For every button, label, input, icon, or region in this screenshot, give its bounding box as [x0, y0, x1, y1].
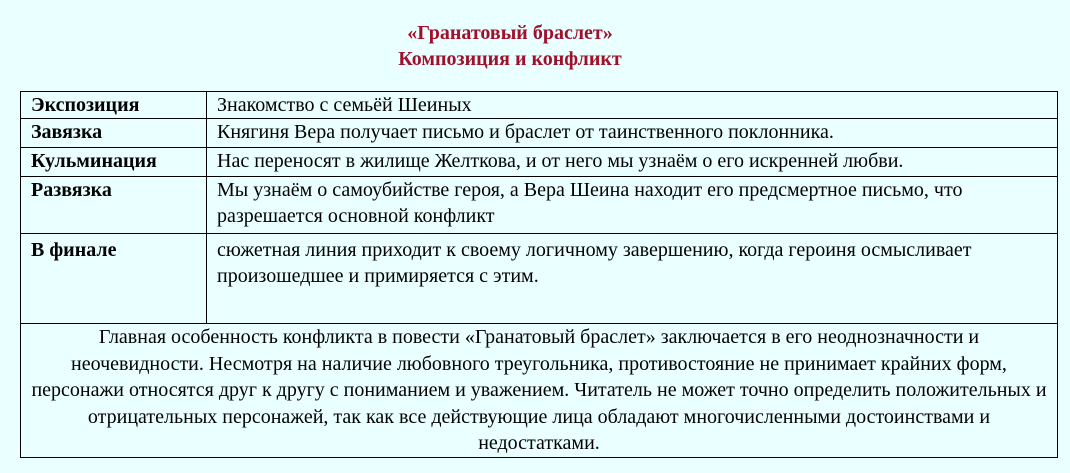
row-text: Знакомство с семьёй Шеиных — [207, 92, 1058, 119]
table-row — [21, 234, 1058, 324]
row-label: Экспозиция — [21, 92, 207, 119]
row-label: Развязка — [21, 177, 207, 234]
summary-text: Главная особенность конфликта в повести «Гранатовый браслет» заключается в его неоднозначности и неочевидности. Несмотря на наличие любовного треугольника, противостояние не принимает крайних форм, персонажи относятся друг к другу с пониманием и уважением. Читатель не может точно определить положительных и отрицательных персонажей, так как все действующие лица обладают многочисленными достоинствами и недостатками. — [21, 324, 1058, 458]
row-label: Кульминация — [21, 148, 207, 177]
table-row — [21, 148, 1058, 177]
row-label: В финале — [21, 234, 207, 324]
row-text: Мы узнаём о самоубийстве героя, а Вера Шеина находит его предсмертное письмо, что разрешается основной конфликт — [207, 177, 1058, 234]
row-label: Завязка — [21, 119, 207, 148]
table-row — [21, 119, 1058, 148]
summary-row — [21, 324, 1058, 458]
table-row — [21, 92, 1058, 119]
row-text: Нас переносят в жилище Желткова, и от него мы узнаём о его искренней любви. — [207, 148, 1058, 177]
row-text: Княгиня Вера получает письмо и браслет от таинственного поклонника. — [207, 119, 1058, 148]
table-row — [21, 177, 1058, 234]
composition-table — [20, 91, 1058, 458]
page-title — [0, 20, 1020, 72]
title-line-1: «Гранатовый браслет» — [407, 22, 613, 44]
row-text: сюжетная линия приходит к своему логичному завершению, когда героиня осмысливает произошедшее и примиряется с этим. — [207, 234, 1058, 324]
title-line-2: Композиция и конфликт — [398, 48, 622, 70]
